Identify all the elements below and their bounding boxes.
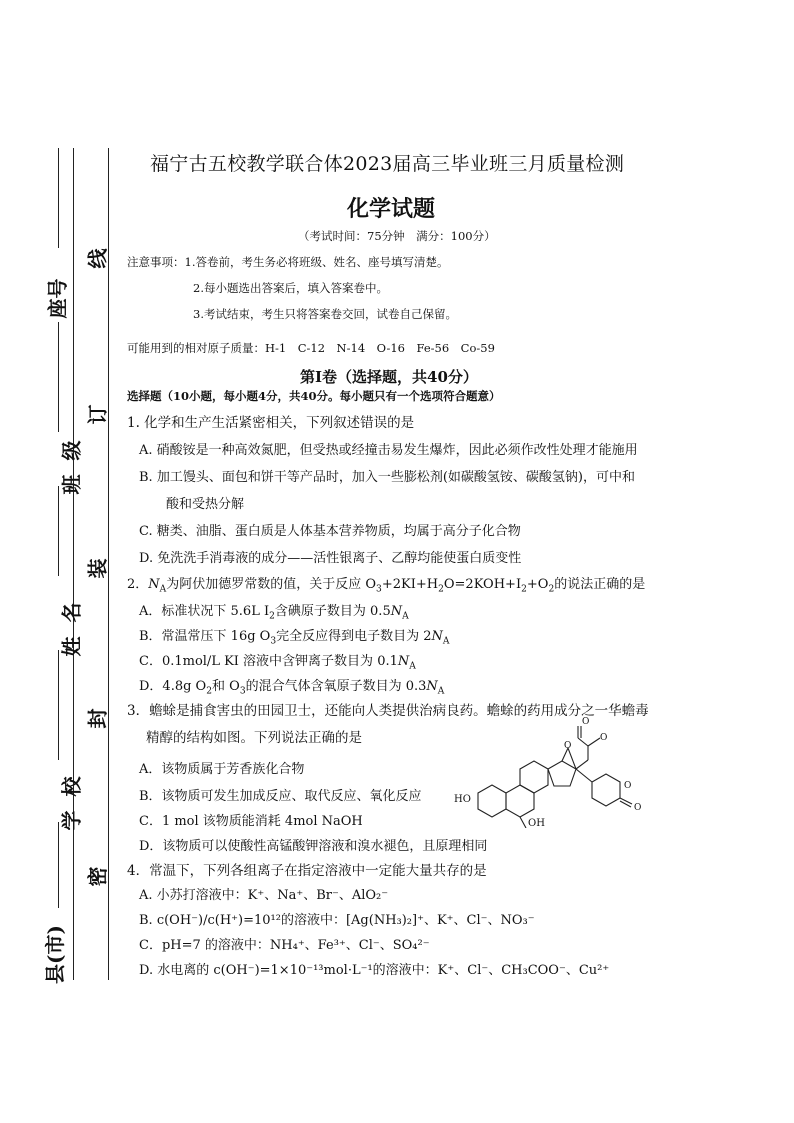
label-name: 姓名: [59, 588, 84, 657]
q3-option-a: A．该物质属于芳香族化合物: [139, 762, 305, 777]
q2-option-c: C．0.1mol/L KI 溶液中含钾离子数目为 $0.1N_A$: [139, 654, 416, 672]
county-blank: [58, 822, 59, 908]
notice-item-1: 1.答卷前，考生务必将班级、姓名、座号填写清楚。: [184, 255, 449, 269]
seal-char-xian: 线: [85, 248, 110, 269]
seal-char-ding: 订: [85, 404, 110, 425]
label-school: 学校: [59, 762, 84, 831]
notice-item-3: 3.考试结束，考生只将答案卷交回，试卷自己保留。: [193, 307, 457, 321]
q4-stem: 4．常温下，下列各组离子在指定溶液中一定能大量共存的是: [127, 863, 487, 879]
exam-info: （考试时间：75分钟 满分：100分）: [298, 229, 496, 243]
q1-option-a: A. 硝酸铵是一种高效氮肥，但受热或经撞击易发生爆炸，因此必须作改性处理才能施用: [139, 443, 638, 458]
q3-option-b: B．该物质可发生加成反应、取代反应、氧化反应: [139, 789, 422, 804]
q1-option-c: C. 糖类、油脂、蛋白质是人体基本营养物质，均属于高分子化合物: [139, 524, 521, 539]
svg-text:O: O: [624, 781, 632, 791]
section-instructions: 选择题（10小题，每小题4分，共40分。每小题只有一个选项符合题意）: [127, 389, 501, 403]
q1-stem: 1. 化学和生产生活紧密相关，下列叙述错误的是: [127, 415, 415, 431]
svg-text:O: O: [634, 803, 642, 813]
seal-char-feng: 封: [85, 708, 110, 729]
q1-option-b-line2: 酸和受热分解: [166, 497, 245, 512]
binding-line-outer: [73, 148, 74, 980]
q4-option-b: B. c(OH⁻)/c(H⁺)=10¹²的溶液中：[Ag(NH₃)₂]⁺、K⁺、Cl⁻、NO₃⁻: [139, 913, 535, 928]
svg-text:O: O: [600, 733, 608, 743]
svg-text:O: O: [582, 717, 590, 727]
q3-option-c: C．1 mol 该物质能消耗 4mol NaOH: [139, 814, 363, 829]
q4-option-a: A. 小苏打溶液中：K⁺、Na⁺、Br⁻、AlO₂⁻: [139, 888, 389, 903]
exam-title: 福宁古五校教学联合体2023届高三毕业班三月质量检测: [150, 153, 625, 175]
q2-option-d: D．4.8g $O_2$和 $O_3$的混合气体含氧原子数目为 $0.3N_A$: [139, 679, 445, 697]
q4-option-c: C．pH=7 的溶液中：NH₄⁺、Fe³⁺、Cl⁻、SO₄²⁻: [139, 938, 430, 953]
atomic-masses: 可能用到的相对原子质量：H-1 C-12 N-14 O-16 Fe-56 Co-59: [127, 341, 495, 355]
label-seat: 座号: [45, 278, 70, 319]
q3-stem-line1: 3．蟾蜍是捕食害虫的田园卫士，还能向人类提供治病良药。蟾蜍的药用成分之一华蟾毒: [127, 703, 649, 719]
school-blank: [58, 650, 59, 760]
q3-stem-line2: 精醇的结构如图。下列说法正确的是: [146, 730, 362, 746]
seat-blank: [58, 148, 59, 248]
section-title: 第Ⅰ卷（选择题，共40分）: [300, 368, 478, 386]
q1-option-d: D. 免洗洗手消毒液的成分——活性银离子、乙醇均能使蛋白质变性: [139, 551, 522, 566]
label-county: 县(市): [42, 925, 67, 984]
seal-char-zhuang: 装: [85, 558, 110, 579]
name-blank: [58, 486, 59, 576]
label-class: 班级: [59, 426, 84, 495]
notice-block: [127, 254, 448, 270]
label-oh: OH: [528, 818, 545, 828]
q2-option-b: B．常温常压下 16g $O_3$完全反应得到电子数目为 $2N_A$: [139, 629, 450, 647]
q1-option-b-line1: B. 加工馒头、面包和饼干等产品时，加入一些膨松剂(如碳酸氢铵、碳酸氢钠)，可中和: [139, 470, 635, 485]
svg-text:O: O: [564, 741, 572, 751]
q3-option-d: D．该物质可以使酸性高锰酸钾溶液和溴水褪色，且原理相同: [139, 839, 488, 854]
q2-stem: 2．$N_A$为阿伏加德罗常数的值，关于反应 $O_3+2KI+H_2O=2KOH+I_2+O_2$的说法正确的是: [127, 577, 646, 595]
notice-label: 注意事项：: [127, 255, 185, 269]
class-blank: [58, 322, 59, 432]
molecule-structure-image: [452, 716, 652, 828]
notice-item-2: 2.每小题选出答案后，填入答案卷中。: [193, 281, 388, 295]
q4-option-d: D. 水电离的 c(OH⁻)=1×10⁻¹³mol·L⁻¹的溶液中：K⁺、Cl⁻、CH₃COO⁻、Cu²⁺: [139, 963, 610, 978]
seal-char-mi: 密: [85, 866, 110, 887]
subject-title: 化学试题: [347, 196, 436, 222]
label-ho: HO: [454, 794, 471, 805]
q2-option-a: A．标准状况下 5.6L $I_2$含碘原子数目为 $0.5N_A$: [139, 604, 409, 622]
